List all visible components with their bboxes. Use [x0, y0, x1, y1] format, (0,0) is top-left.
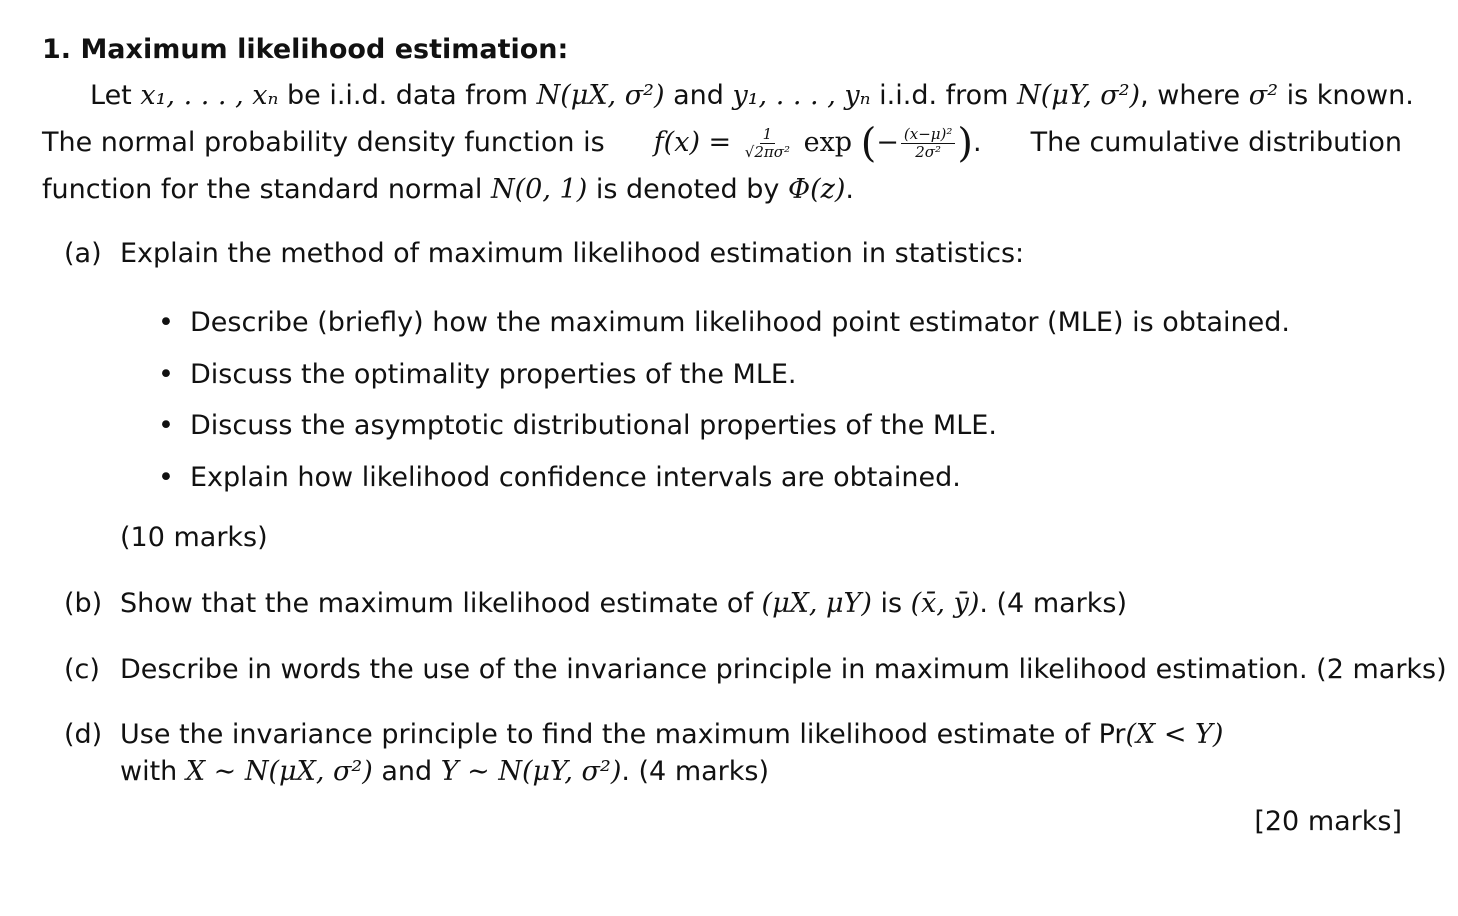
bullet-text: Describe (briefly) how the maximum likelihood point estimator (MLE) is obtained. — [190, 307, 1290, 338]
minus-sign: − — [876, 127, 899, 158]
intro-text: i.i.d. from — [870, 80, 1018, 111]
x-distribution: X ∼ N(μX, σ²) — [185, 756, 373, 787]
intro-text: , where — [1140, 80, 1249, 111]
list-item — [158, 354, 1290, 406]
intro-text: function for the standard normal — [42, 174, 492, 205]
part-a-marks: (10 marks) — [120, 522, 268, 553]
x-distribution: N(μX, σ²) — [536, 80, 665, 111]
part-label: (d) — [64, 719, 103, 750]
pdf-lhs: f(x) = — [653, 127, 732, 158]
fraction-numerator: (x−μ)² — [901, 126, 956, 144]
intro-text: . — [845, 174, 854, 205]
exp-function: exp — [803, 127, 853, 158]
list-item — [158, 405, 1290, 457]
part-d — [64, 719, 1223, 750]
probability-event: (X < Y) — [1125, 719, 1224, 750]
x-sequence: x₁, . . . , xₙ — [140, 80, 279, 111]
bullet-text: Discuss the optimality properties of the MLE. — [190, 358, 797, 390]
intro-text: The cumulative distribution — [1030, 127, 1402, 158]
part-text: . (4 marks) — [621, 756, 770, 787]
bullet-icon: • — [158, 410, 174, 441]
part-d-line-2 — [120, 756, 769, 787]
part-label: (a) — [64, 238, 102, 269]
right-paren: ) — [957, 120, 974, 167]
parameter-pair: (μX, μY) — [761, 588, 872, 619]
fraction-numerator: 1 — [760, 126, 776, 144]
bullet-icon: • — [158, 461, 174, 493]
left-paren: ( — [860, 120, 877, 167]
intro-line-2 — [42, 119, 1402, 166]
intro-text: Let — [90, 80, 141, 111]
fraction-denominator: √2πσ² — [744, 143, 790, 161]
bullet-text: Explain how likelihood confidence intervals are obtained. — [190, 461, 961, 493]
y-distribution: N(μY, σ²) — [1017, 80, 1141, 111]
part-label: (c) — [64, 654, 100, 685]
bullet-text: Discuss the asymptotic distributional properties of the MLE. — [190, 410, 997, 441]
standard-normal: N(0, 1) — [491, 174, 588, 205]
sigma-squared: σ² — [1248, 80, 1279, 111]
fraction-denominator: 2σ² — [915, 143, 942, 161]
estimate-pair: (x̄, ȳ) — [910, 588, 980, 619]
intro-text: and — [664, 80, 733, 111]
part-b — [64, 588, 1127, 619]
y-distribution: Y ∼ N(μY, σ²) — [440, 756, 622, 787]
intro-text: is known. — [1278, 80, 1414, 111]
part-text: Show that the maximum likelihood estimate of — [120, 588, 762, 619]
pdf-normalizer-fraction — [742, 126, 793, 161]
part-text: Explain the method of maximum likelihood estimation in statistics: — [120, 238, 1025, 269]
list-item — [158, 457, 1290, 509]
bullet-icon: • — [158, 358, 174, 390]
part-label: (b) — [64, 588, 103, 619]
intro-text: is denoted by — [587, 174, 788, 205]
part-text: is — [871, 588, 911, 619]
part-a — [64, 238, 1024, 269]
list-item — [158, 302, 1290, 354]
bullet-icon: • — [158, 307, 174, 338]
cdf-symbol: Φ(z) — [787, 174, 846, 205]
pdf-exponent-fraction — [901, 126, 956, 161]
intro-line-1 — [42, 72, 1414, 119]
y-sequence: y₁, . . . , yₙ — [732, 80, 871, 111]
intro-text: be i.i.d. data from — [278, 80, 537, 111]
part-a-bullet-list — [158, 302, 1290, 508]
part-text: Describe in words the use of the invariance principle in maximum likelihood estimation. (2 marks) — [120, 654, 1447, 685]
pdf-formula: f(x) = $\frac{1}{\text{√2πσ²}}$ exp (− $\frac{\text{(x−μ)²}}{\text{2σ²}}$ ). — [653, 120, 982, 167]
part-text: . (4 marks) — [979, 588, 1128, 619]
part-text: with — [120, 756, 186, 787]
question-intro — [42, 72, 1414, 213]
question-heading: 1. Maximum likelihood estimation: — [42, 34, 569, 65]
total-marks: [20 marks] — [1254, 806, 1402, 837]
part-c — [64, 654, 1447, 685]
part-text: and — [372, 756, 441, 787]
intro-line-3 — [42, 166, 1402, 213]
intro-text: The normal probability density function is — [42, 127, 605, 158]
part-text: Use the invariance principle to find the maximum likelihood estimate of Pr — [120, 719, 1126, 750]
